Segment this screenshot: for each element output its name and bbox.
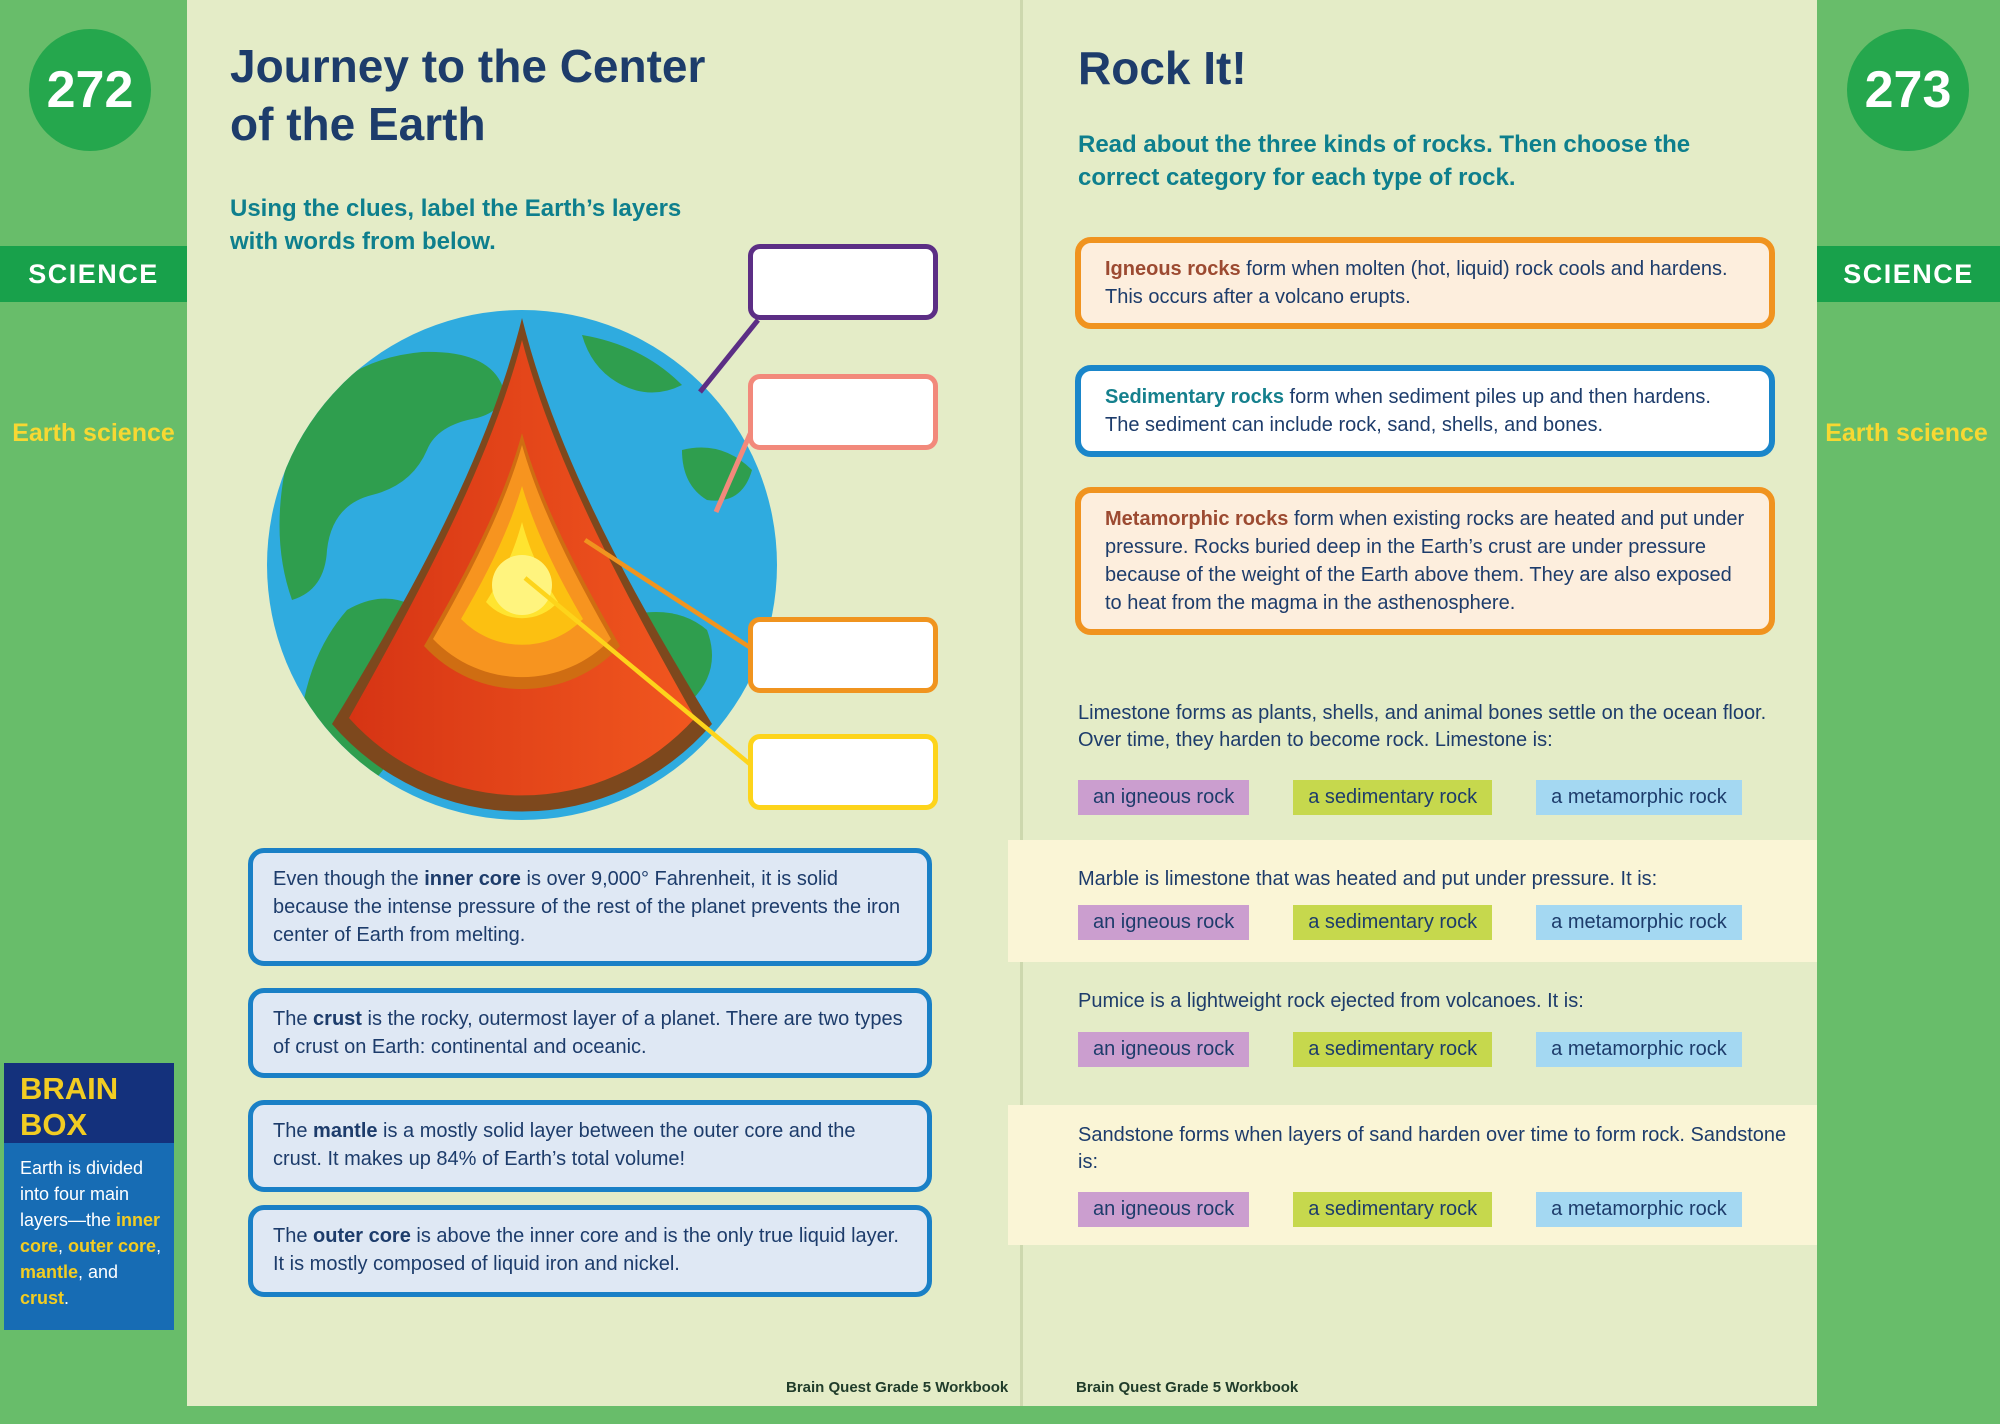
choices-marble (1078, 905, 1742, 940)
left-page-title: Journey to the Center of the Earth (230, 40, 706, 150)
label-box-3[interactable] (748, 617, 938, 693)
right-page-title: Rock It! (1078, 42, 1247, 94)
question-pumice: Pumice is a lightweight rock ejected from volcanoes. It is: (1078, 990, 1584, 1012)
page-number-badge-right (1847, 29, 1969, 151)
question-marble: Marble is limestone that was heated and put under pressure. It is: (1078, 868, 1658, 890)
clue-term: outer core (313, 1225, 411, 1247)
label-box-4[interactable] (748, 734, 938, 810)
question-sandstone: Sandstone forms when layers of sand harden over time to form rock. Sandstone is: (1078, 1124, 1787, 1173)
page-number: 273 (1864, 61, 1952, 119)
choice-sedimentary[interactable]: a sedimentary rock (1293, 1032, 1492, 1067)
choice-metamorphic[interactable]: a metamorphic rock (1536, 1192, 1742, 1227)
choice-sedimentary[interactable]: a sedimentary rock (1293, 780, 1492, 815)
clue-mantle: The mantle is a mostly solid layer between the outer core and the crust. It makes up 84% of Earth’s total volume! (248, 1100, 932, 1192)
earth-cutaway-diagram (252, 290, 792, 830)
info-box-metamorphic: Metamorphic rocks form when existing rocks are heated and put under pressure. Rocks buried deep in the Earth’s crust are under pressure because of the weight of the Earth above them. They are also exposed to heat from the magma in the asthenosphere. (1075, 487, 1775, 635)
left-page-instructions: Using the clues, label the Earth’s layers with words from below. (230, 195, 682, 256)
choices-pumice (1078, 1032, 1742, 1067)
footer-credit-left: Brain Quest Grade 5 Workbook (786, 1379, 1009, 1396)
choice-metamorphic[interactable]: a metamorphic rock (1536, 780, 1742, 815)
choice-sedimentary[interactable]: a sedimentary rock (1293, 905, 1492, 940)
clue-crust: The crust is the rocky, outermost layer of a planet. There are two types of crust on Earth: continental and oceanic. (248, 988, 932, 1078)
brain-box (4, 1063, 174, 1330)
choice-igneous[interactable]: an igneous rock (1078, 1032, 1249, 1067)
choice-metamorphic[interactable]: a metamorphic rock (1536, 1032, 1742, 1067)
section-badge-left (0, 246, 187, 302)
highlight-band-marble (1008, 840, 1817, 962)
info-box-igneous: Igneous rocks form when molten (hot, liquid) rock cools and hardens. This occurs after a volcano erupts. (1075, 237, 1775, 329)
clue-inner-core: Even though the inner core is over 9,000° Fahrenheit, it is solid because the intense pressure of the rest of the planet prevents the iron center of Earth from melting. (248, 848, 932, 966)
rock-term: Igneous rocks (1105, 258, 1241, 280)
page-number: 272 (46, 61, 134, 119)
clue-outer-core: The outer core is above the inner core and is the only true liquid layer. It is mostly composed of liquid iron and nickel. (248, 1205, 932, 1297)
choice-igneous[interactable]: an igneous rock (1078, 1192, 1249, 1227)
rock-term: Sedimentary rocks (1105, 386, 1284, 408)
topic-label-left: Earth science (12, 419, 175, 447)
clue-term: crust (313, 1008, 362, 1030)
brain-box-title: BRAIN BOX (4, 1063, 174, 1143)
page-number-badge-left (29, 29, 151, 151)
section-label: SCIENCE (1843, 258, 1974, 289)
clue-term: mantle (313, 1120, 378, 1142)
choice-metamorphic[interactable]: a metamorphic rock (1536, 905, 1742, 940)
right-page-instructions: Read about the three kinds of rocks. Then choose the correct category for each type of rock. (1078, 131, 1691, 192)
section-badge-right (1817, 246, 2000, 302)
choice-igneous[interactable]: an igneous rock (1078, 905, 1249, 940)
topic-label-right: Earth science (1825, 419, 1988, 447)
clue-term: inner core (424, 868, 521, 890)
rock-term: Metamorphic rocks (1105, 508, 1289, 530)
choice-sedimentary[interactable]: a sedimentary rock (1293, 1192, 1492, 1227)
label-box-1[interactable] (748, 244, 938, 320)
choice-igneous[interactable]: an igneous rock (1078, 780, 1249, 815)
section-label: SCIENCE (28, 258, 159, 289)
info-box-sedimentary: Sedimentary rocks form when sediment piles up and then hardens. The sediment can include rock, sand, shells, and bones. (1075, 365, 1775, 457)
question-limestone: Limestone forms as plants, shells, and animal bones settle on the ocean floor. Over time, they harden to become rock. Limestone is: (1078, 702, 1767, 751)
label-box-2[interactable] (748, 374, 938, 450)
choices-sandstone (1078, 1192, 1742, 1227)
footer-credit-right: Brain Quest Grade 5 Workbook (1076, 1379, 1299, 1396)
brain-box-text: Earth is divided into four main layers—the inner core, outer core, mantle, and crust. (4, 1143, 174, 1330)
earth-cutaway-icon (252, 290, 792, 830)
choices-limestone (1078, 780, 1742, 815)
